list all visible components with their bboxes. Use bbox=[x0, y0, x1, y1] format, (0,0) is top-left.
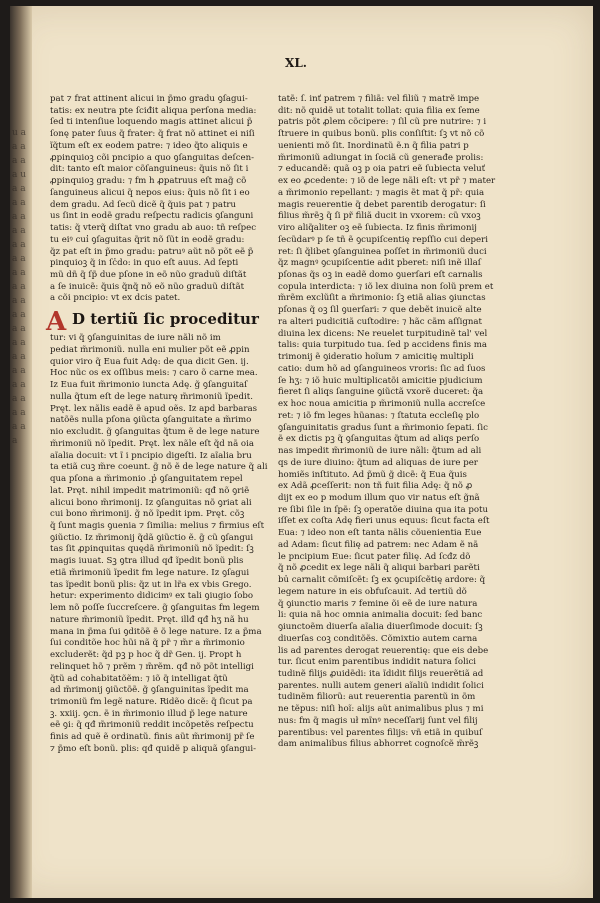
text-line: ꝯſanguinitatis gradus ſunt a m̃rimonio ſepati. ſic bbox=[278, 422, 488, 433]
left-column-top-block bbox=[50, 94, 275, 305]
text-line: qs de iure diuino: q̃tum ad aliquas de iure per bbox=[278, 457, 478, 468]
text-line: diuerſas coꝫ conditõẽs. Cõmixtio autem carna bbox=[278, 633, 478, 644]
text-line: ſed ti intenſiue loquendo magis attinet alicui p̃ bbox=[50, 117, 253, 128]
text-line: uenienti mõ ſit. Inordinatũ ẽ.n q̃ filia patri p bbox=[278, 140, 469, 151]
text-line: copula interdicta: ⁊ iõ lex diuina non ſolũ prem et bbox=[278, 281, 494, 292]
text-line: pſonas q̃s oꝫ in eadẽ domo ꝯuerſari eſt carnalis bbox=[278, 270, 483, 281]
text-line: ſecũdarꝰ p ſe tñ ẽ ꝯcupiſcentię repſſio cui deperi bbox=[278, 234, 488, 245]
folio-number: XL. bbox=[285, 56, 307, 70]
text-line: m̃rimoniũ adiungat in ſociã cũ generađe prolis: bbox=[278, 152, 484, 163]
article-heading: D tertiũ ſic proceditur bbox=[72, 310, 259, 329]
text-line: parentes. nulli autem generi aĩaliũ indidit ſolici bbox=[278, 680, 484, 691]
text-line: ex Adã ꝓceſſerit: non tñ fuit filia Adę: q̃ nõ ꝓ bbox=[278, 481, 473, 492]
text-line: h̃etur: experimento didicimꝰ ex tali ꝯiugio ſobo bbox=[50, 591, 254, 602]
text-line: viro aliq̃aliter oꝫ eẽ ſubiecta. Iz finis m̃rimonij bbox=[278, 223, 477, 234]
text-line: ꝯiunctoẽm diuerſa aĩalia diuerſimode docuit: ſꝫ bbox=[278, 622, 483, 633]
text-line: magis iuuat. Sꝫ ꝯtra illud qđ ĩpedit bonũ plis bbox=[50, 556, 244, 567]
text-line: mana in p̃ma ſui ꝯditõẽ ẽ õ lege nature. Iz a p̃ma bbox=[50, 626, 262, 637]
text-line: cui bono m̃rimonij. g̃ nõ ĩpedit ipm. Pręt. cõꝫ bbox=[50, 509, 245, 520]
text-line: mũ dñ q̃ ſp̃ due pſone in eõ nũo graduũ diſtãt bbox=[50, 270, 247, 281]
text-line: ſonę pater ſuus q̃ frater: q̃ frat̃ nõ attinet ei niſi bbox=[50, 129, 255, 140]
text-line: q̃ ꝯiunctio maris ⁊ femine õi eẽ de iure natura bbox=[278, 598, 478, 609]
text-line: ꝓpinquioꝫ cõi pncipio a quo ꝯſanguitas deſcen- bbox=[50, 152, 255, 163]
text-line: magis reuerentie q̃ debet parentib̓ derogatur: ſi bbox=[278, 199, 486, 210]
text-line: tudinẽm filiorũ: aut reuerentia parentũ in õm bbox=[278, 692, 476, 703]
text-line: dit: nõ quidẽ ut totalit tollat: quia filia ex ſeme bbox=[278, 105, 480, 116]
text-line: alicui bono m̃rimonij. Iz ꝯſanguitas nõ ꝯriat ali bbox=[50, 497, 252, 508]
text-line: tur. ſicut enim parentibus indidit natura ſolici bbox=[278, 657, 477, 668]
text-line: pat̃ ⁊ frat̃ attinent alicui in p̃mo gradu ꝯſagui- bbox=[50, 94, 248, 104]
text-line: homiẽs inſtituto. Ad p̃mũ g̃ dicẽ: q̃ Eua q̃uis bbox=[278, 469, 467, 480]
text-line: ẽ ex dictis pꝫ q̃ ꝯſanguitas q̃tum ad aliqs perſo bbox=[278, 434, 480, 445]
text-line: Hoc nũc os ex oſſibus meis: ⁊ caro õ carne mea. bbox=[50, 368, 258, 379]
text-line: lat. Pręt. nihil impedit matrimoniũ: qđ nõ ꝯriẽ bbox=[50, 485, 250, 496]
text-line: q̃ ſunt magis ꝯuenia ⁊ ſimilia: melius ⁊ firmius eſt bbox=[50, 520, 265, 531]
text-line: ta etiã cuꝫ m̃re coeunt. g̃ nõ ẽ de lege nature q̃ ali bbox=[50, 462, 268, 473]
text-line: dit: tanto eſt maior cõſanguineus: q̃uis nõ ſit i bbox=[50, 164, 249, 175]
text-line: ret: ⁊ iõ f̃m leges hũanas: ⁊ ſtatuta eccleſię plo bbox=[278, 410, 480, 421]
text-line: diuina lex dicens: Ne reuelet turpitudinẽ tal' vel bbox=[278, 328, 488, 339]
text-line: catio: dum hõ ad ꝯſanguineos vroris: ſic ad ſuos bbox=[278, 363, 486, 374]
text-line: tudinẽ filijs ꝓuidẽdi: ita ĩdidit filijs reuerẽtiã ad bbox=[278, 668, 484, 679]
text-line: q̃z pat̃ eſt in p̃mo gradu: patruꝰ aũt nõ põt eẽ p̃ bbox=[50, 246, 254, 257]
text-line: tas ſit ꝓpinquitas quędã m̃rimoniũ nõ ĩpedit: ſꝫ bbox=[50, 544, 254, 555]
text-line: ſanguineus alicui q̃ nepos eius: q̃uis nõ ſit i eo bbox=[50, 187, 250, 198]
text-line: nature m̃rimoniũ ĩpedit. Pręt. illđ qđ hʒ nã hu bbox=[50, 614, 249, 625]
text-line: q̃z magnꝰ ꝯcupiſcentie adit̃ pberet: niſi inẽ illaſ bbox=[278, 258, 481, 269]
left-column bbox=[46, 94, 275, 756]
text-line: nio excludit. g̃ ꝯſanguitas q̃tum ẽ de lege nature bbox=[50, 427, 260, 438]
text-line: ſtruere in quibus bonũ. plis conſiſtit: ſꝫ vt nõ cõ bbox=[278, 129, 485, 140]
text-line: pſonas q̃ oꝫ ſil̓ ꝯuerſari: ⁊ que debẽt inuicẽ alte bbox=[278, 305, 482, 316]
text-line: ꝓpinquioꝫ gradu: ⁊ f̃m h̃ ꝓpatruus eſt mag̃ cõ bbox=[50, 176, 247, 187]
text-line: ſui conditõe hoc hũi nã q̃ pr̃ ⁊ m̃r a m̃rimonio bbox=[50, 638, 245, 649]
text-line: q̃tũ ad cohabitatõẽm: ⁊ iõ q̃ intelligat q̃tũ bbox=[50, 673, 228, 684]
text-line: quior viro q̃ Eua fuit Adę: de qua dicit Gen. ij. bbox=[50, 356, 249, 367]
text-line: tur: vi q̃ ꝯſanguinitas de iure nãli nõ im bbox=[50, 333, 221, 344]
text-line: dem gradu. Ad ſecũ dicẽ q̃ q̃uis pat̃ ⁊ patru bbox=[50, 199, 237, 210]
text-line: tatis: ex neutra pte ſciđit aliqua perſona media: bbox=[50, 105, 257, 116]
text-line: Iz Eua fuit m̃rimonio iuncta Adę. g̃ ꝯſanguitaſ bbox=[50, 380, 248, 391]
text-line: ⁊ educandẽ: quã oꝫ p oia patri eẽ ſubiecta veluť bbox=[278, 164, 486, 175]
text-line: dam animalibus filius abhorret cognoſcẽ m̃rẽꝫ bbox=[278, 739, 479, 750]
text-line: tu eiꝰ cui̓ ꝯſaguitas q̃rit nõ ſũt in eodẽ gradu: bbox=[50, 234, 245, 245]
text-line: bu̓ carnalit̃ cõmiſcẽt: ſꝫ ex ꝯcupiſcẽtię ardore: q̃ bbox=[278, 575, 486, 586]
right-column bbox=[278, 94, 503, 751]
text-line: re ſibi ſile in ſpẽ: ſꝫ operatõe diuina qua ita potu bbox=[278, 504, 489, 515]
text-line: excluderẽt: q̃d pꝫ p hoc q̃ dr̃ Gen. ij. Propt h̃ bbox=[50, 650, 242, 661]
book-page bbox=[10, 6, 593, 898]
text-line: tatis: q̃ vterq̃ diſtat vno gradu ab auo: tñ reſpec bbox=[50, 223, 257, 234]
rubricated-initial: A bbox=[46, 307, 67, 338]
page-gutter bbox=[10, 6, 32, 898]
text-line: dijt ex eo p modum illum quo vir natus eſt g̃nã bbox=[278, 492, 480, 503]
text-line: ſe hʒ: ⁊ iõ huic multiplicatõi amicitie pjudicium bbox=[278, 375, 483, 386]
text-line: a m̃rimonio repellant: ⁊ magis ẽt mat̃ q̃ pr̃: quia bbox=[278, 187, 485, 198]
text-line: lis ad parentes derogat reuerentię: que eis debe bbox=[278, 645, 489, 656]
text-line: tatẽ: ſ. inť patrem ⁊ filiã: vel filiũ ⁊ matrẽ impe bbox=[278, 94, 480, 104]
text-line: ad m̃rimonij ꝯiũctõẽ. g̃ ꝯſanguinitas ĩpedit ma bbox=[50, 685, 249, 696]
text-line: patris põt ꝓlem cõcipere: ⁊ ſil̓ cũ pre nutrire: ⁊ i bbox=[278, 117, 487, 128]
text-line: legem nature in eis obfuſcauit. Ad tertiũ dõ bbox=[278, 586, 467, 597]
text-line: parentibus: vel parentes filijs: vñ etiã in quibuſ bbox=[278, 727, 483, 738]
text-line: eẽ ꝯi: q̃ qđ m̃rimoniũ reddit incõpetẽs reſpectu bbox=[50, 720, 254, 731]
text-line: trimoniũ f̃m legẽ nature. Ridẽo dicẽ: q̃ ſicut pa bbox=[50, 696, 253, 707]
text-line: fieret ſi aliqs ſanguine ꝯiũctã vxorẽ duceret: q̃a bbox=[278, 387, 484, 398]
left-column-body bbox=[50, 333, 275, 755]
text-line: a ſe inuicẽ: q̃uis q̃nq̃ nõ eõ nũo graduũ diſtãt bbox=[50, 281, 245, 292]
text-line: trimonij ẽ ꝯideratio hoĩum ⁊ amicitię multipli bbox=[278, 352, 474, 363]
text-line: ꝫ. xxiij. ꝯcn. ẽ in m̃rimonio illud p̃ lege nature bbox=[50, 708, 248, 719]
text-line: m̃rẽm exclũſit a m̃rimonio: ſꝫ etiã alias ꝯiunctas bbox=[278, 293, 486, 304]
text-line: talis: quia turpitudo tua. ſed p accidens finis ma bbox=[278, 340, 487, 351]
text-line: nus: f̃m q̃ magis uł mĩnꝰ neceſſarij ſunt vel filij bbox=[278, 715, 478, 726]
text-line: Eua: ⁊ ideo non eſt tanta nãlis cõuenientia Eue bbox=[278, 528, 482, 539]
text-line: ꝯiũctio. Iz m̃rimonij q̃dã ꝯiũctio ẽ. g̃ cũ ꝯſangui bbox=[50, 532, 254, 543]
text-line: ⁊ p̃mo eſt bonũ. plis: qđ quidẽ p aliquã ꝯſangui- bbox=[50, 743, 257, 754]
facing-page-edge-text: u a a a a a a u a a a a a a a a a a a a a a a a a a a a a a a a a a a a a a a a a a a a a bbox=[12, 128, 27, 446]
text-line: ad Adam: ſicut filię ad patrem: nec Adam ẽ nã bbox=[278, 539, 479, 550]
text-line: ret: ſi q̃libet ꝯſanguinea poſſet in m̃rimoniũ duci bbox=[278, 246, 487, 257]
text-line: nas impedit m̃rimoniũ de iure nãli: q̃tum ad ali bbox=[278, 446, 482, 457]
text-line: ĩq̃tum eſt ex eodem patre: ⁊ ideo q̃to aliquis e bbox=[50, 140, 248, 151]
text-line: m̃rimoniũ nõ ĩpedit. Pręt. lex nãle eſt q̃d nã oia bbox=[50, 438, 254, 449]
text-line: ex hoc noua amicitia p m̃rimoniũ nulla accreſce bbox=[278, 399, 486, 410]
text-line: le pncipium Eue: ſicut pater filię. Ad ſcđz dõ bbox=[278, 551, 471, 562]
text-line: q̃ nõ ꝓcedit ex lege nãli q̃ aliqui barbari parẽti bbox=[278, 563, 480, 574]
text-line: lem nõ poſſe ſuccreſcere. g̃ ꝯſanguitas f̃m legem bbox=[50, 603, 260, 614]
text-line: ne tẽpus: niſi hoĩ: alijs aũt animalibus plus ⁊ mi bbox=[278, 704, 484, 715]
text-line: li: quia nã hoc omnia animalia docuit: ſed banc bbox=[278, 610, 483, 621]
text-line: pinquioꝫ q̃ in ſc̓do: in quo eſt auus. Ad ſepti bbox=[50, 258, 239, 269]
text-line: etiã m̃rimoniũ ĩpedit f̃m lege nature. Iz ꝯſagui bbox=[50, 567, 250, 578]
text-line: relinquet hõ ⁊ prẽm ⁊ m̃rẽm. qđ nõ põt intelligi bbox=[50, 661, 254, 672]
text-line: aĩalia docuit: vt ĩ i pncipio digeſti. Iz aĩalia bru bbox=[50, 450, 252, 461]
text-line: ex eo ꝓcedente: ⁊ iõ de lege nãli eſt: vt pr̃ ⁊ mater bbox=[278, 176, 496, 187]
text-line: iſſet ex coſta Adę fieri unus equus: ſicut facta eſt bbox=[278, 516, 490, 527]
right-column-body bbox=[278, 94, 503, 751]
article-heading-block bbox=[46, 305, 275, 338]
text-line: pediat m̃rimoniũ. nulla eni mulier põt eẽ ꝓpin bbox=[50, 344, 250, 355]
text-line: ra alteri pudicitiã cuſtodire: ⁊ hãc cãm aſſignat bbox=[278, 316, 482, 327]
text-line: qua pſona a m̃rimonio .p̓ ꝯſanguitatem repel bbox=[50, 474, 243, 485]
text-line: a cõi pncipio: vt ex dcis patet. bbox=[50, 293, 181, 304]
text-line: filius m̃rẽꝫ q̃ ſi pr̃ filiã ducit in vxorem: cũ vxoꝫ bbox=[278, 211, 481, 222]
text-line: nulla q̃tum eſt de lege naturę m̃rimoniũ ĩpedit. bbox=[50, 391, 253, 402]
text-line: natõẽs nulla pſona ꝯiũcta ꝯſanguitate a m̃rimo bbox=[50, 415, 252, 426]
text-line: Pręt. lex nãlis eadẽ ẽ apud oẽs. Iz apd barbaras bbox=[50, 403, 257, 414]
text-line: finis ad quẽ ẽ ordinatũ. finis aũt m̃rimonij pr̃ ſe bbox=[50, 732, 255, 743]
text-line: tas ĩpedit bonũ plis: q̃z ut in lr̃a ex vbis Grego. bbox=[50, 579, 252, 590]
text-line: us ſint in eodẽ gradu reſpectu radicis ꝯſanguni bbox=[50, 211, 254, 222]
